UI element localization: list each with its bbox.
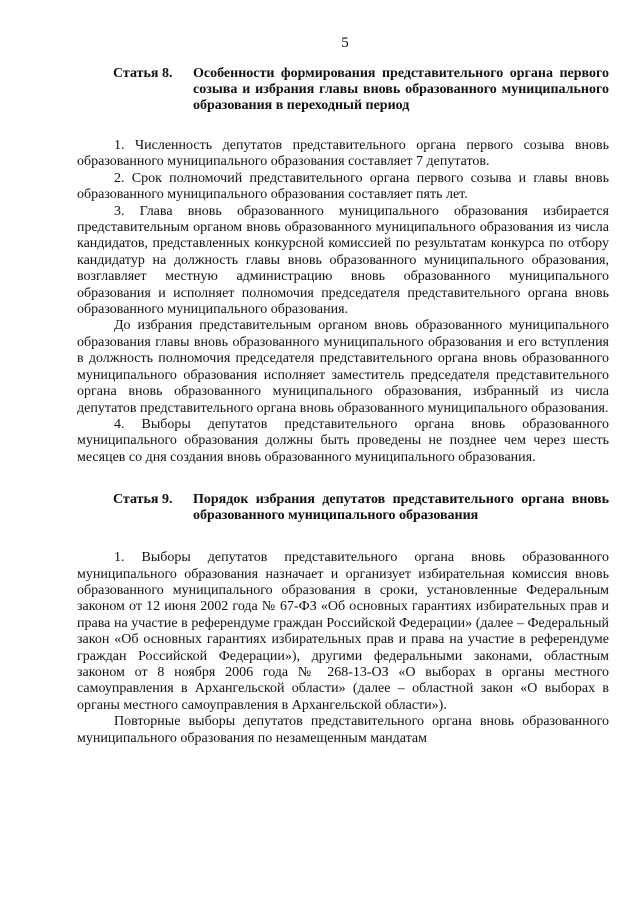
paragraph: 1. Выборы депутатов представительного органа вновь образованного муниципального образования назначает и организует избирательная комиссия вновь образованного муниципального образования в сроки, установленные Федеральным законом от 12 июня 2002 года № 67-ФЗ «Об основных гарантиях избирательных прав и права на участие в референдуме граждан Российской Федерации» (далее – Федеральный закон «Об основных гарантиях избирательных прав и права на участие в референдуме граждан Российской Федерации»), другими федеральными законами, областным законом от 8 ноября 2006 года № 268-13-ОЗ «О выборах в органы местного самоуправления в Архангельской области» (далее – областной закон «О выборах в органы местного самоуправления в Архангельской области»). xyxy=(77,550,609,713)
page-number: 5 xyxy=(341,35,349,51)
article-label: Статья 9. xyxy=(113,492,173,508)
paragraph: 1. Численность депутатов представительного органа первого созыва вновь образованного муниципального образования составляет 7 депутатов. xyxy=(77,138,609,170)
paragraph: До избрания представительным органом вновь образованного муниципального образования главы вновь образованного муниципального образования и его вступления в должность полномочия председателя представительного органа вновь образованного муниципального образования исполняет заместитель председателя представительного органа вновь образованного муниципального образования, избранный из числа депутатов представительного органа вновь образованного муниципального образования. xyxy=(77,318,609,416)
paragraph: 4. Выборы депутатов представительного органа вновь образованного муниципального образования должны быть проведены не позднее чем через шесть месяцев со дня создания вновь образованного муниципального образования. xyxy=(77,416,609,465)
article-heading xyxy=(77,492,609,524)
article-label: Статья 8. xyxy=(113,66,173,81)
paragraph: Повторные выборы депутатов представительного органа вновь образованного муниципального образования по незамещенным мандатам xyxy=(77,714,609,746)
article-title: Порядок избрания депутатов представительного органа вновь образованного муниципального образования xyxy=(193,492,609,524)
article-heading xyxy=(77,66,609,114)
article-9 xyxy=(77,492,609,747)
paragraph: 3. Глава вновь образованного муниципального образования избирается представительным органом вновь образованного муниципального образования из числа кандидатов, представленных конкурсной комиссией по результатам конкурса по отбору кандидатур на должность главы вновь образованного муниципального образования, возглавляет местную администрацию вновь образованного муниципального образования и исполняет полномочия председателя представительного органа вновь образованного муниципального образования. xyxy=(77,203,609,318)
article-body xyxy=(77,550,609,747)
article-8 xyxy=(77,66,609,466)
article-body xyxy=(77,138,609,466)
document-page xyxy=(77,34,609,747)
article-title: Особенности формирования представительного органа первого созыва и избрания главы вновь образованного муниципального образования в переходный период xyxy=(193,66,609,113)
paragraph: 2. Срок полномочий представительного органа первого созыва и главы вновь образованного муниципального образования составляет пять лет. xyxy=(77,170,609,203)
